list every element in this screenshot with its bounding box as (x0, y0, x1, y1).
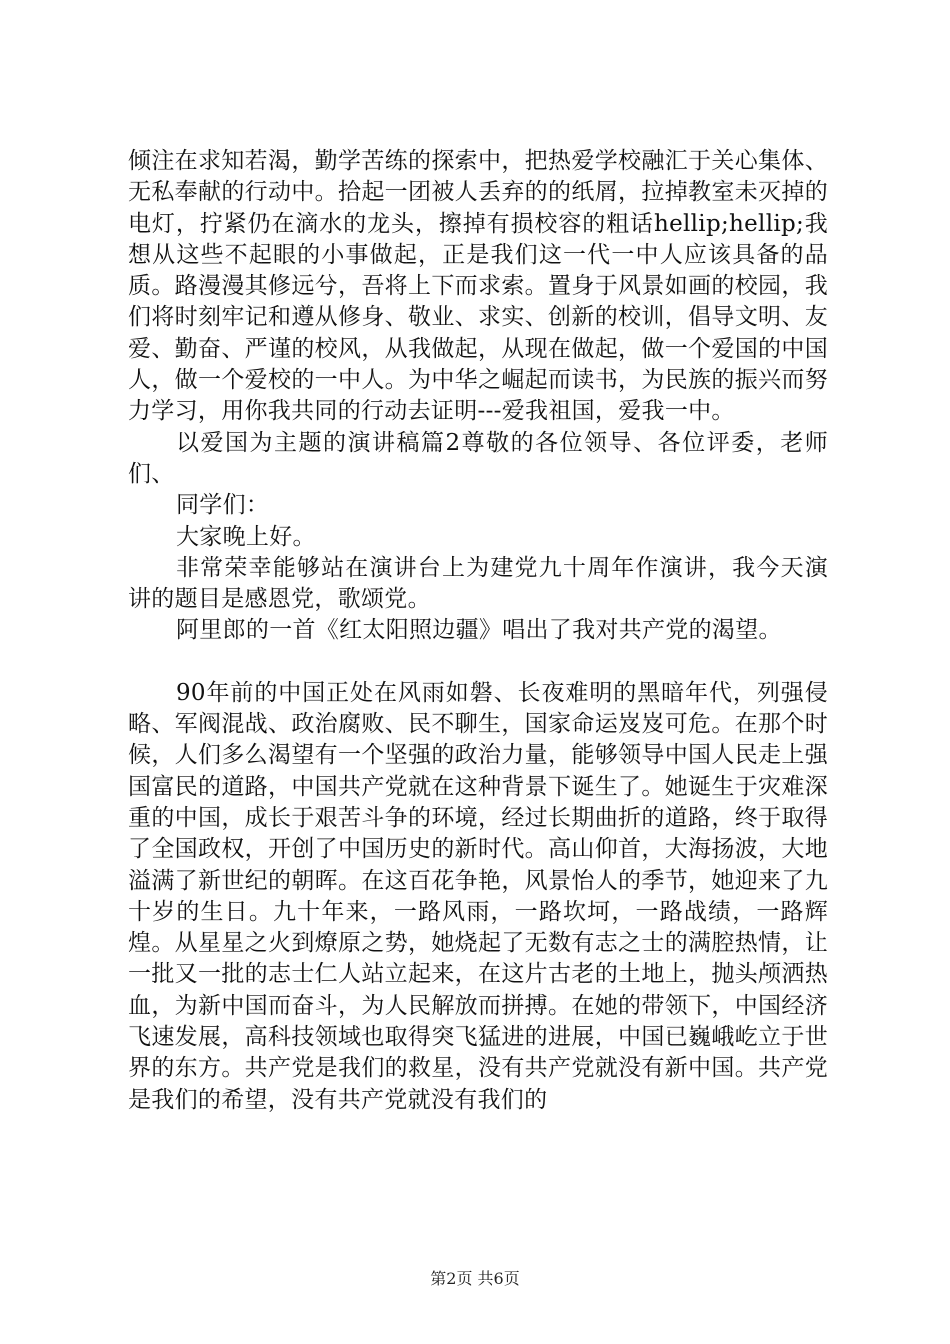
paragraph-intro: 非常荣幸能够站在演讲台上为建党九十周年作演讲，我今天演讲的题目是感恩党，歌颂党。 (128, 554, 828, 613)
paragraph-greeting: 大家晚上好。 (176, 523, 316, 550)
document-body (128, 146, 828, 1116)
paragraph-continuation: 倾注在求知若渴，勤学苦练的探索中，把热爱学校融汇于关心集体、无私奉献的行动中。拾起一团被人丢弃的的纸屑，拉掉教室未灭掉的电灯，拧紧仍在滴水的龙头，擦掉有损校容的粗话hellip;hellip;我想从这些不起眼的小事做起，正是我们这一代一中人应该具备的品质。路漫漫其修远兮，吾将上下而求索。置身于风景如画的校园，我们将时刻牢记和遵从修身、敬业、求实、创新的校训，倡导文明、友爱、勤奋、严谨的校风，从我做起，从现在做起，做一个爱国的中国人，做一个爱校的一中人。为中华之崛起而读书，为民族的振兴而努力学习，用你我共同的行动去证明---爱我祖国，爱我一中。 (128, 148, 828, 425)
paragraph-salutation: 同学们： (176, 492, 270, 519)
paragraph-history: 90年前的中国正处在风雨如磐、长夜难明的黑暗年代，列强侵略、军阀混战、政治腐败、民不聊生，国家命运岌岌可危。在那个时候，人们多么渴望有一个坚强的政治力量，能够领导中国人民走上强国富民的道路，中国共产党就在这种背景下诞生了。她诞生于灾难深重的中国，成长于艰苦斗争的环境，经过长期曲折的道路，终于取得了全国政权，开创了中国历史的新时代。高山仰首，大海扬波，大地溢满了新世纪的朝晖。在这百花争艳，风景怡人的季节，她迎来了九十岁的生日。九十年来，一路风雨，一路坎坷，一路战绩，一路辉煌。从星星之火到燎原之势，她烧起了无数有志之士的满腔热情，让一批又一批的志士仁人站立起来，在这片古老的土地上，抛头颅洒热血，为新中国而奋斗，为人民解放而拼搏。在她的带领下，中国经济飞速发展，高科技领域也取得突飞猛进的进展，中国已巍峨屹立于世界的东方。共产党是我们的救星，没有共产党就没有新中国。共产党是我们的希望，没有共产党就没有我们的 (128, 679, 828, 1113)
paragraph-spacer (128, 647, 828, 678)
paragraph-song: 阿里郎的一首《红太阳照边疆》唱出了我对共产党的渴望。 (176, 617, 782, 644)
page-number-footer: 第2页 共6页 (430, 1269, 520, 1288)
paragraph-speech-title: 以爱国为主题的演讲稿篇2尊敬的各位领导、各位评委，老师们、 (128, 429, 828, 487)
